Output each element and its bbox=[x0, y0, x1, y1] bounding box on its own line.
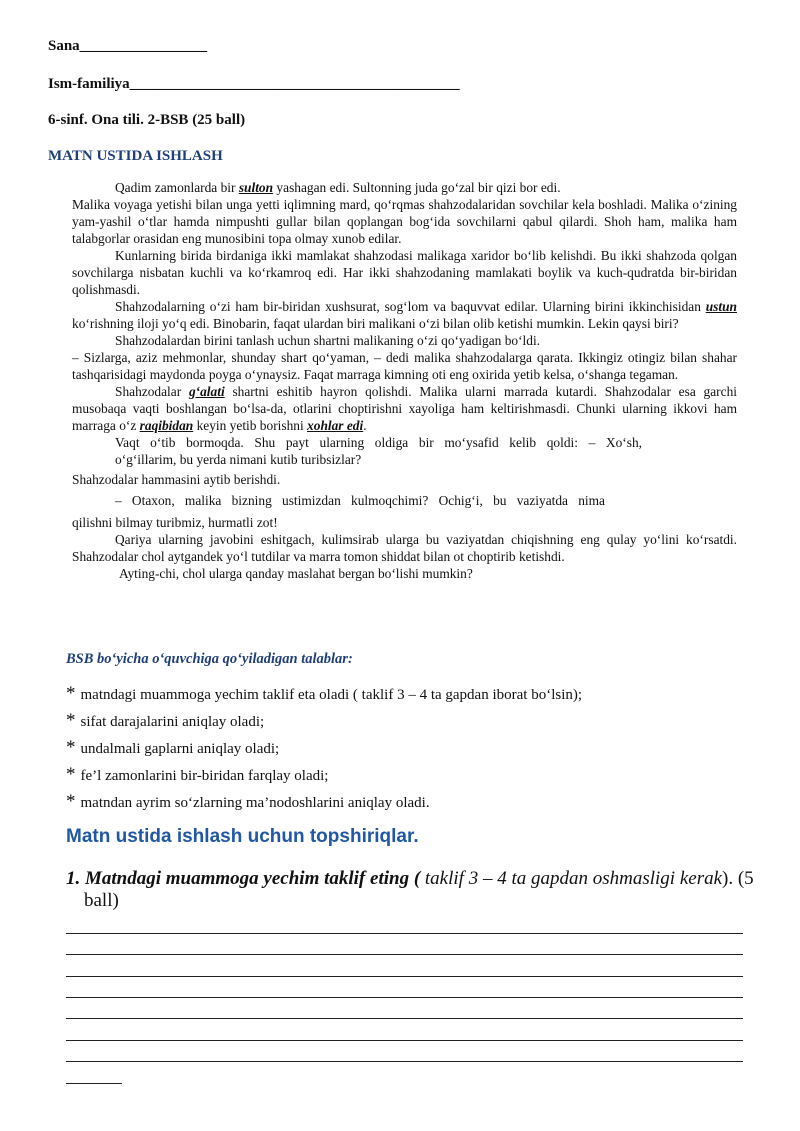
story-paragraph-5: Shahzodalardan birini tanlash uchun shartni malikaning o‘zi qo‘yadigan bo‘ldi. bbox=[115, 333, 541, 348]
tasks-title: Matn ustida ishlash uchun topshiriqlar. bbox=[66, 826, 419, 847]
answer-line[interactable] bbox=[66, 976, 743, 977]
requirement-item: * matndan ayrim so‘zlarning ma’nodoshlarini aniqlay oladi. bbox=[66, 791, 430, 812]
requirements-list bbox=[66, 681, 582, 816]
keyword-sulton: sulton bbox=[238, 180, 274, 195]
story-paragraph-4: Shahzodalarning o‘zi ham bir-biridan xushsurat, sog‘lom va baquvvat edilar. Ularning birini ikkinchisidan ustun ko‘rishning iloji yo‘q edi. Binobarin, faqat ulardan biri malikani o‘zi bilan olib ketishi mumkin. Lekin qaysi biri? bbox=[72, 299, 737, 331]
keyword-raqibidan: raqibidan bbox=[139, 418, 194, 433]
requirement-item: * undalmali gaplarni aniqlay oladi; bbox=[66, 737, 280, 758]
answer-line[interactable] bbox=[66, 933, 743, 934]
bullet-star: * bbox=[66, 764, 76, 785]
story-paragraph-10-line-2: qilishni bilmay turibmiz, hurmatli zot! bbox=[72, 515, 278, 530]
bullet-star: * bbox=[66, 683, 76, 704]
story-paragraph-3: Kunlarning birida birdaniga ikki mamlakat shahzodasi malikaga xaridor bo‘lib kelishdi. Bu ikki shahzoda qolgan sovchilarga nisbatan kuchli va ko‘rkamroq edi. Har ikki shahzodaning mamlakati boylik va kuch-qudratda bir-biridan qolishmasdi. bbox=[72, 248, 737, 297]
story-paragraph-10-line-1: – Otaxon, malika bizning ustimizdan kulmoqchimi? Ochig‘i, bu vaziyatda nima bbox=[115, 493, 605, 508]
task-1-hint: taklif 3 – 4 ta gapdan oshmasligi kerak bbox=[420, 868, 723, 889]
story-paragraph-8-line-1: Vaqt o‘tib bormoqda. Shu payt ularning oldiga bir mo‘ysafid kelib qoldi: – Xo‘sh, bbox=[115, 435, 642, 450]
story-paragraph-9: Shahzodalar hammasini aytib berishdi. bbox=[72, 472, 281, 487]
story-paragraph-6: – Sizlarga, aziz mehmonlar, shunday shart qo‘yaman, – dedi malika shahzodalarga qarata. Ikkingiz otingiz bilan shahar tashqarisidagi maydonda poyga o‘ynaysiz. Faqat marraga kimning oti eng oxirida yetib kelsa, o‘shanga tegaman. bbox=[72, 350, 737, 382]
keyword-galati: g‘alati bbox=[188, 384, 225, 399]
story-paragraph-8-line-2: o‘g‘illarim, bu yerda nimani kutib turibsizlar? bbox=[115, 452, 362, 467]
story-paragraph-7: Shahzodalar g‘alati shartni eshitib hayron qolishdi. Malika ularni marrada kutardi. Shahzodalar esa garchi musobaqa vaqti boshlangan bo‘lsa-da, otlarini choptirishni xayoliga ham keltirishmasdi. Chunki ularning ikkovi ham marraga o‘z raqibidan keyin yetib borishni xohlar edi. bbox=[72, 384, 737, 433]
answer-line[interactable] bbox=[66, 1040, 743, 1041]
answer-line[interactable] bbox=[66, 997, 743, 998]
answer-line-short[interactable] bbox=[66, 1083, 122, 1084]
answer-line[interactable] bbox=[66, 1061, 743, 1062]
story-paragraph-1: Qadim zamonlarda bir sulton yashagan edi. Sultonning juda go‘zal bir qizi bor edi. bbox=[115, 180, 561, 195]
test-title: 6-sinf. Ona tili. 2-BSB (25 ball) bbox=[48, 112, 246, 128]
requirement-item: * sifat darajalarini aniqlay oladi; bbox=[66, 710, 265, 731]
story-text bbox=[72, 179, 737, 582]
requirement-item: * matndagi muammoga yechim taklif eta oladi ( taklif 3 – 4 ta gapdan iborat bo‘lsin); bbox=[66, 683, 583, 704]
name-field-label: Ism-familiya____________________________________________ bbox=[48, 76, 460, 92]
story-paragraph-11: Qariya ularning javobini eshitgach, kulimsirab ularga bu vaziyatdan chiqishning eng qulay yo‘lini ko‘rsatdi. Shahzodalar chol aytgandek yo‘l tutdilar va marra tomon shiddat bilan ot choptirib ketishdi. bbox=[72, 532, 737, 564]
date-field-label: Sana_________________ bbox=[48, 38, 208, 54]
keyword-ustun: ustun bbox=[705, 299, 737, 314]
task-1-question: 1. Matndagi muammoga yechim taklif eting ( taklif 3 – 4 ta gapdan oshmasligi kerak). (5 ball) bbox=[66, 868, 754, 911]
keyword-xohlar-edi: xohlar edi bbox=[307, 418, 364, 433]
story-paragraph-2: Malika voyaga yetishi bilan unga yetti iqlimning mard, qo‘rqmas shahzodalaridan sovchilar kela boshladi. Malika o‘zining yam-yashil o‘tlar hamda nimpushti gullar bilan qoplangan bog‘ida sovchilarni qabul qilardi. Shoh ham, malika ham talabgorlar orasidan eng munosibini topa olmay xunob edilar. bbox=[72, 197, 737, 246]
requirements-title: BSB bo‘yicha o‘quvchiga qo‘yiladigan talablar: bbox=[66, 651, 353, 667]
answer-line[interactable] bbox=[66, 954, 743, 955]
section-title: MATN USTIDA ISHLASH bbox=[48, 148, 223, 164]
requirement-item: * fe’l zamonlarini bir-biridan farqlay oladi; bbox=[66, 764, 329, 785]
bullet-star: * bbox=[66, 791, 76, 812]
story-paragraph-12: Ayting-chi, chol ularga qanday maslahat bergan bo‘lishi mumkin? bbox=[119, 566, 473, 581]
bullet-star: * bbox=[66, 737, 76, 758]
bullet-star: * bbox=[66, 710, 76, 731]
answer-line[interactable] bbox=[66, 1018, 743, 1019]
